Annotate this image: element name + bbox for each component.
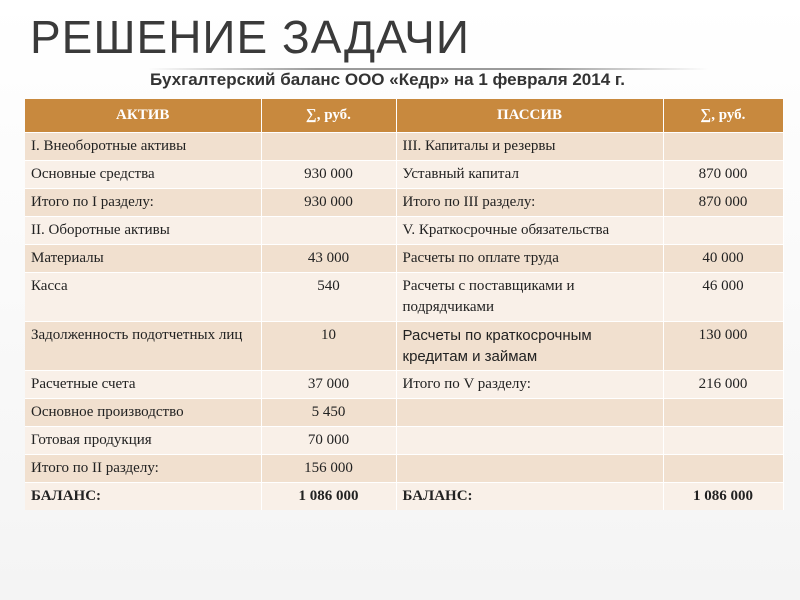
asset-sum-cell: 930 000: [261, 189, 396, 217]
header-assets-sum: ∑, руб.: [261, 99, 396, 133]
asset-cell: Основное производство: [25, 399, 261, 427]
balance-sheet-table: [25, 99, 784, 510]
liability-sum-cell: [663, 217, 783, 245]
liability-sum-cell: 46 000: [663, 273, 783, 322]
liability-cell: Расчеты по краткосрочным кредитам и займам: [396, 322, 663, 371]
liability-cell: V. Краткосрочные обязательства: [396, 217, 663, 245]
asset-sum-cell: 10: [261, 322, 396, 371]
liability-cell: Расчеты по оплате труда: [396, 245, 663, 273]
liability-sum-cell: 870 000: [663, 161, 783, 189]
liability-cell: Итого по V разделу:: [396, 371, 663, 399]
liability-cell: [396, 399, 663, 427]
table-row: [25, 427, 783, 455]
asset-sum-cell: 43 000: [261, 245, 396, 273]
asset-cell: Готовая продукция: [25, 427, 261, 455]
liability-sum-cell: 870 000: [663, 189, 783, 217]
asset-sum-cell: 930 000: [261, 161, 396, 189]
table-row: [25, 245, 783, 273]
header-liabilities-sum: ∑, руб.: [663, 99, 783, 133]
asset-sum-cell: 37 000: [261, 371, 396, 399]
liability-cell: [396, 427, 663, 455]
table-row: [25, 371, 783, 399]
asset-sum-cell: 5 450: [261, 399, 396, 427]
asset-sum-cell: 70 000: [261, 427, 396, 455]
liability-sum-cell: 40 000: [663, 245, 783, 273]
header-assets: АКТИВ: [25, 99, 261, 133]
liability-sum-cell: [663, 133, 783, 161]
asset-cell: Расчетные счета: [25, 371, 261, 399]
table-row: [25, 322, 783, 371]
asset-cell: I. Внеоборотные активы: [25, 133, 261, 161]
liability-sum-cell: [663, 455, 783, 483]
liability-sum-cell: [663, 427, 783, 455]
table-caption: Бухгалтерский баланс ООО «Кедр» на 1 февраля 2014 г.: [150, 70, 625, 89]
asset-sum-cell: 156 000: [261, 455, 396, 483]
asset-sum-cell: [261, 133, 396, 161]
asset-cell: Итого по II разделу:: [25, 455, 261, 483]
liability-sum-cell: 130 000: [663, 322, 783, 371]
table-row: [25, 455, 783, 483]
asset-sum-cell: 540: [261, 273, 396, 322]
asset-cell: II. Оборотные активы: [25, 217, 261, 245]
liability-sum-cell: 1 086 000: [663, 483, 783, 511]
asset-cell: Материалы: [25, 245, 261, 273]
table-row: [25, 273, 783, 322]
liability-cell: Уставный капитал: [396, 161, 663, 189]
table-row: [25, 189, 783, 217]
table-row: [25, 161, 783, 189]
asset-cell: Итого по I разделу:: [25, 189, 261, 217]
asset-cell: Касса: [25, 273, 261, 322]
liability-cell: III. Капиталы и резервы: [396, 133, 663, 161]
table-row: [25, 217, 783, 245]
table-row: [25, 133, 783, 161]
asset-sum-cell: 1 086 000: [261, 483, 396, 511]
liability-cell: Расчеты с поставщиками и подрядчиками: [396, 273, 663, 322]
liability-cell: Итого по III разделу:: [396, 189, 663, 217]
asset-cell: Основные средства: [25, 161, 261, 189]
table-header-row: [25, 99, 783, 133]
table-row: [25, 399, 783, 427]
liability-cell: [396, 455, 663, 483]
liability-sum-cell: [663, 399, 783, 427]
balance-total-row: [25, 483, 783, 511]
liability-cell: БАЛАНС:: [396, 483, 663, 511]
asset-cell: Задолженность подотчетных лиц: [25, 322, 261, 371]
asset-cell: БАЛАНС:: [25, 483, 261, 511]
page-title: РЕШЕНИЕ ЗАДАЧИ: [30, 11, 470, 63]
asset-sum-cell: [261, 217, 396, 245]
header-liabilities: ПАССИВ: [396, 99, 663, 133]
liability-sum-cell: 216 000: [663, 371, 783, 399]
